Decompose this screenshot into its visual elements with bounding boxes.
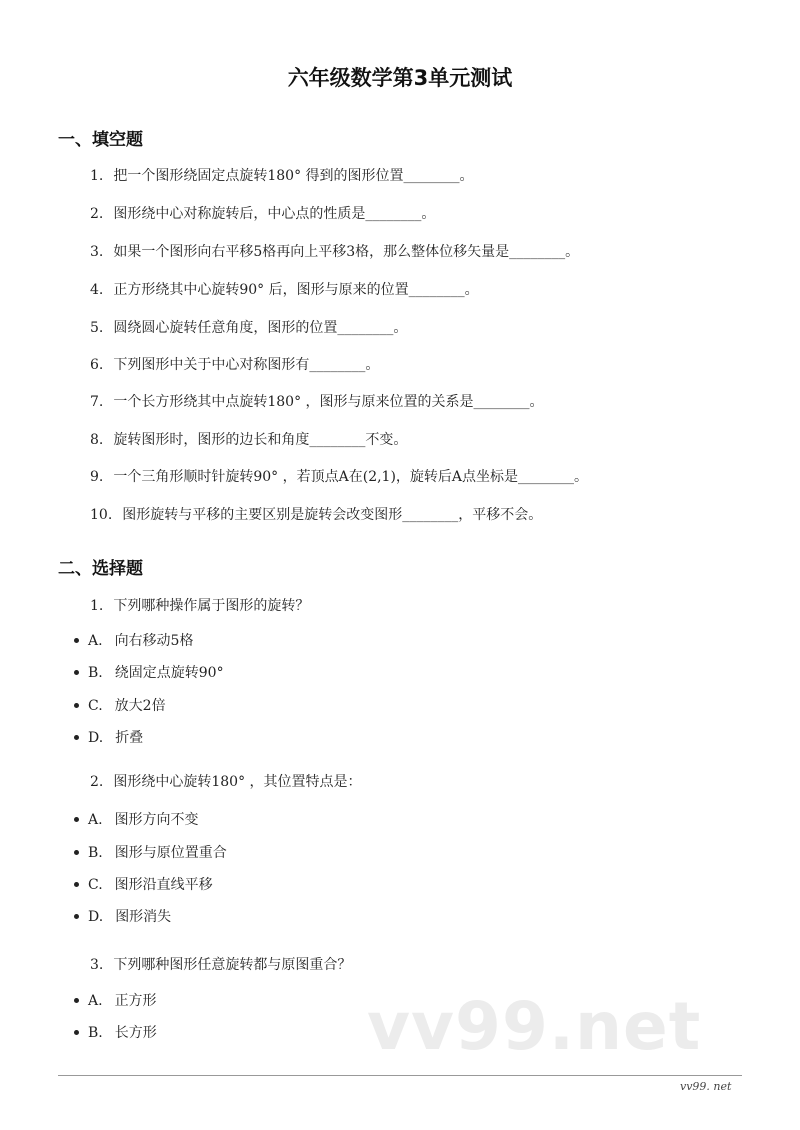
question-number: 1. (90, 598, 104, 614)
fill-question (90, 466, 588, 486)
bullet-icon (74, 1030, 79, 1035)
question-number: 4. (90, 282, 104, 298)
option-text: 图形消失 (115, 909, 172, 925)
choice-option (74, 842, 227, 862)
question-text: 下列哪种操作属于图形的旋转？ (113, 598, 310, 614)
bullet-icon (74, 850, 79, 855)
question-text: 图形绕中心旋转180° ，其位置特点是： (113, 774, 362, 790)
option-label: B. (88, 845, 103, 861)
option-label: A. (88, 993, 103, 1009)
bullet-icon (74, 998, 79, 1003)
bullet-icon (74, 735, 79, 740)
option-text: 绕固定点旋转90° (114, 665, 224, 681)
question-text: 如果一个图形向右平移5格再向上平移3格，那么整体位移矢量是________。 (113, 244, 580, 260)
question-number: 6. (90, 357, 104, 373)
question-text: 正方形绕其中心旋转90° 后，图形与原来的位置________。 (113, 282, 479, 298)
option-text: 正方形 (114, 993, 157, 1009)
choice-option (74, 727, 143, 747)
question-number: 10. (90, 507, 113, 523)
question-text: 下列哪种图形任意旋转都与原图重合？ (113, 957, 352, 973)
bullet-icon (74, 638, 79, 643)
bullet-icon (74, 670, 79, 675)
option-text: 长方形 (114, 1025, 157, 1041)
question-number: 8. (90, 432, 104, 448)
fill-question (90, 165, 474, 185)
bullet-icon (74, 817, 79, 822)
question-text: 把一个图形绕固定点旋转180° 得到的图形位置________。 (113, 168, 474, 184)
option-label: A. (88, 633, 103, 649)
option-text: 图形与原位置重合 (114, 845, 227, 861)
question-text: 圆绕圆心旋转任意角度，图形的位置________。 (113, 320, 408, 336)
choice-option (74, 906, 171, 926)
option-label: B. (88, 665, 103, 681)
option-label: D. (88, 730, 104, 746)
question-text: 下列图形中关于中心对称图形有________。 (113, 357, 380, 373)
bullet-icon (74, 882, 79, 887)
option-text: 向右移动5格 (114, 633, 194, 649)
watermark: vv99.net (367, 988, 702, 1065)
choice-question (90, 595, 309, 615)
fill-question (90, 391, 544, 411)
question-text: 图形旋转与平移的主要区别是旋转会改变图形________，平移不会。 (122, 507, 543, 523)
bullet-icon (74, 703, 79, 708)
choice-question (90, 954, 351, 974)
option-label: C. (88, 877, 103, 893)
question-text: 旋转图形时，图形的边长和角度________不变。 (113, 432, 408, 448)
question-number: 9. (90, 469, 104, 485)
question-number: 2. (90, 206, 104, 222)
question-number: 5. (90, 320, 104, 336)
question-number: 3. (90, 244, 104, 260)
section-heading-choice: 二、选择题 (58, 559, 143, 579)
footer-divider (58, 1075, 742, 1076)
question-text: 一个长方形绕其中点旋转180° ，图形与原来位置的关系是________。 (113, 394, 544, 410)
choice-option (74, 662, 224, 682)
choice-option (74, 874, 213, 894)
fill-question (90, 279, 479, 299)
question-number: 2. (90, 774, 104, 790)
choice-option (74, 990, 157, 1010)
choice-question (90, 771, 362, 791)
question-text: 一个三角形顺时针旋转90° ，若顶点A在(2,1)，旋转后A点坐标是________。 (113, 469, 589, 485)
fill-question (90, 203, 435, 223)
question-number: 3. (90, 957, 104, 973)
fill-question (90, 504, 542, 524)
option-label: D. (88, 909, 104, 925)
option-label: B. (88, 1025, 103, 1041)
fill-question (90, 429, 407, 449)
choice-option (74, 695, 166, 715)
question-number: 1. (90, 168, 104, 184)
option-text: 放大2倍 (114, 698, 166, 714)
fill-question (90, 354, 379, 374)
fill-question (90, 317, 407, 337)
fill-question (90, 241, 579, 261)
option-label: C. (88, 698, 103, 714)
option-label: A. (88, 812, 103, 828)
option-text: 图形沿直线平移 (114, 877, 213, 893)
bullet-icon (74, 914, 79, 919)
choice-option (74, 1022, 157, 1042)
choice-option (74, 809, 199, 829)
option-text: 图形方向不变 (114, 812, 199, 828)
option-text: 折叠 (115, 730, 144, 746)
page-title: 六年级数学第3单元测试 (287, 66, 513, 90)
question-text: 图形绕中心对称旋转后，中心点的性质是________。 (113, 206, 436, 222)
choice-option (74, 630, 193, 650)
footer-site-label: vv99. net (680, 1080, 732, 1093)
section-heading-fill-in: 一、填空题 (58, 130, 143, 150)
question-number: 7. (90, 394, 104, 410)
